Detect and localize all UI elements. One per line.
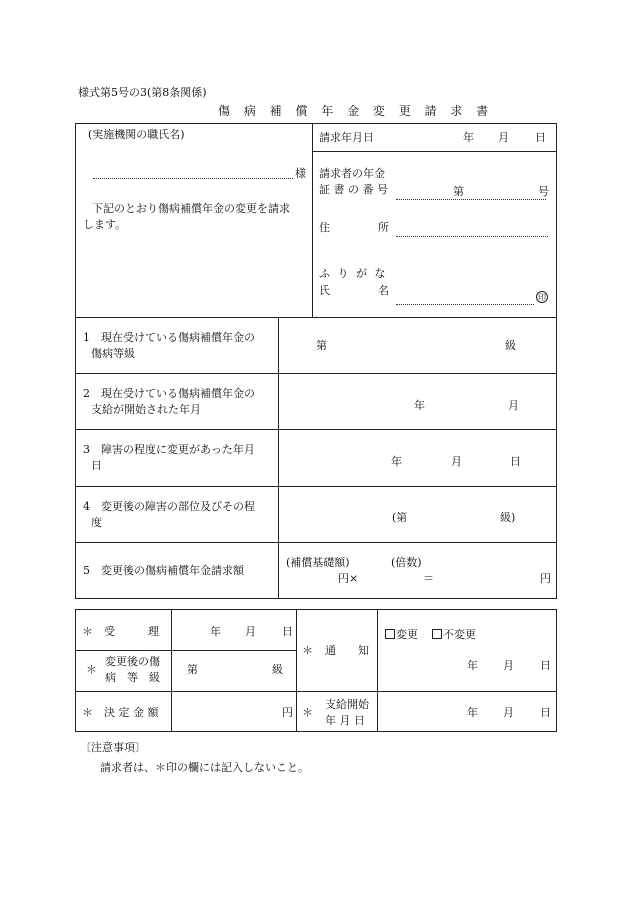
notice-month: 月: [503, 659, 514, 672]
item3-label-line2: 日: [91, 459, 102, 472]
no-change-checkbox[interactable]: [432, 629, 442, 639]
notes-text: 請求者は、＊印の欄には記入しないこと。: [100, 761, 309, 774]
item1-dai: 第: [316, 339, 327, 352]
item5-yen: 円: [540, 572, 551, 585]
item5-yen-times: 円×: [338, 572, 359, 585]
item3-day: 日: [510, 455, 521, 468]
item4-label-line2: 度: [91, 516, 102, 529]
receipt-day: 日: [282, 625, 293, 638]
grade-label-line2: 病 等 級: [105, 671, 160, 684]
item2-month: 月: [508, 399, 519, 412]
request-date-day: 日: [535, 131, 546, 144]
address-label-2: 所: [378, 221, 389, 234]
cert-number-field[interactable]: [396, 199, 546, 200]
item2-label-line1: 2 現在受けている傷病補償年金の: [83, 387, 255, 400]
grade-kyu: 級: [272, 663, 283, 676]
request-date-month: 月: [498, 131, 509, 144]
start-label-line1: 支給開始: [325, 698, 369, 711]
notice-asterisk: ＊: [302, 644, 313, 657]
sama-suffix: 様: [295, 167, 306, 180]
request-text-line1: 下記のとおり傷病補償年金の変更を請求: [92, 202, 290, 215]
item5-base-amount-label: (補償基礎額): [286, 556, 350, 569]
receipt-year: 年: [210, 625, 221, 638]
decision-asterisk: ＊: [82, 706, 93, 719]
notice-day: 日: [540, 659, 551, 672]
request-date-label: 請求年月日: [319, 131, 374, 144]
change-option[interactable]: [385, 629, 418, 640]
start-year: 年: [467, 706, 478, 719]
start-asterisk: ＊: [302, 706, 313, 719]
furigana-label: ふ り が な: [319, 267, 388, 280]
no-change-label: 不変更: [443, 628, 476, 641]
form-number: 様式第5号の3(第8条関係): [78, 86, 207, 99]
item2-year: 年: [414, 399, 425, 412]
item1-kyu: 級: [505, 339, 516, 352]
receipt-asterisk: ＊: [82, 625, 93, 638]
seal-mark: 印: [538, 293, 546, 302]
cert-label-line1: 請求者の年金: [319, 167, 385, 180]
item5-multiplier-label: (倍数): [391, 556, 422, 569]
item2-label-line2: 支給が開始された年月: [91, 403, 201, 416]
cert-dai: 第: [453, 185, 464, 198]
item5-equals: ＝: [423, 572, 434, 585]
item3-label-line1: 3 障害の程度に変更があった年月: [83, 443, 255, 456]
notice-label: 通 知: [325, 644, 369, 657]
start-label-line2: 年 月 日: [325, 714, 365, 727]
form-title: 傷 病 補 償 年 金 変 更 請 求 書: [218, 104, 494, 118]
cert-label-line2: 証 書 の 番 号: [319, 183, 388, 196]
decision-yen: 円: [282, 706, 293, 719]
notes-heading: 〔注意事項〕: [80, 741, 146, 754]
request-date-year: 年: [463, 131, 474, 144]
item1-label-line2: 傷病等級: [91, 347, 135, 360]
notice-year: 年: [467, 659, 478, 672]
item1-label-line1: 1 現在受けている傷病補償年金の: [83, 331, 255, 344]
item4-label-line1: 4 変更後の障害の部位及びその程: [83, 500, 255, 513]
change-label: 変更: [396, 628, 418, 641]
grade-label-line1: 変更後の傷: [105, 655, 160, 668]
main-form-table: [75, 123, 557, 599]
start-month: 月: [503, 706, 514, 719]
institution-label: (実施機関の職氏名): [88, 128, 185, 141]
item4-dai: (第: [392, 511, 408, 524]
start-day: 日: [540, 706, 551, 719]
name-label-1: 氏: [319, 284, 330, 297]
address-label-1: 住: [319, 221, 330, 234]
name-label-2: 名: [378, 284, 389, 297]
request-text-line2: します。: [83, 218, 127, 231]
item4-kyu: 級): [500, 511, 516, 524]
grade-dai: 第: [187, 663, 198, 676]
cert-go: 号: [538, 185, 549, 198]
receipt-label: 受 理: [104, 625, 159, 638]
grade-asterisk: ＊: [86, 663, 97, 676]
change-checkbox[interactable]: [385, 629, 395, 639]
no-change-option[interactable]: [432, 629, 476, 640]
receipt-month: 月: [245, 625, 256, 638]
item3-year: 年: [391, 455, 402, 468]
address-field[interactable]: [396, 236, 548, 237]
item3-month: 月: [451, 455, 462, 468]
institution-name-field[interactable]: [93, 178, 293, 179]
name-field[interactable]: [396, 304, 534, 305]
item5-label: 5 変更後の傷病補償年金請求額: [83, 564, 244, 577]
decision-label: 決 定 金 額: [104, 706, 159, 719]
